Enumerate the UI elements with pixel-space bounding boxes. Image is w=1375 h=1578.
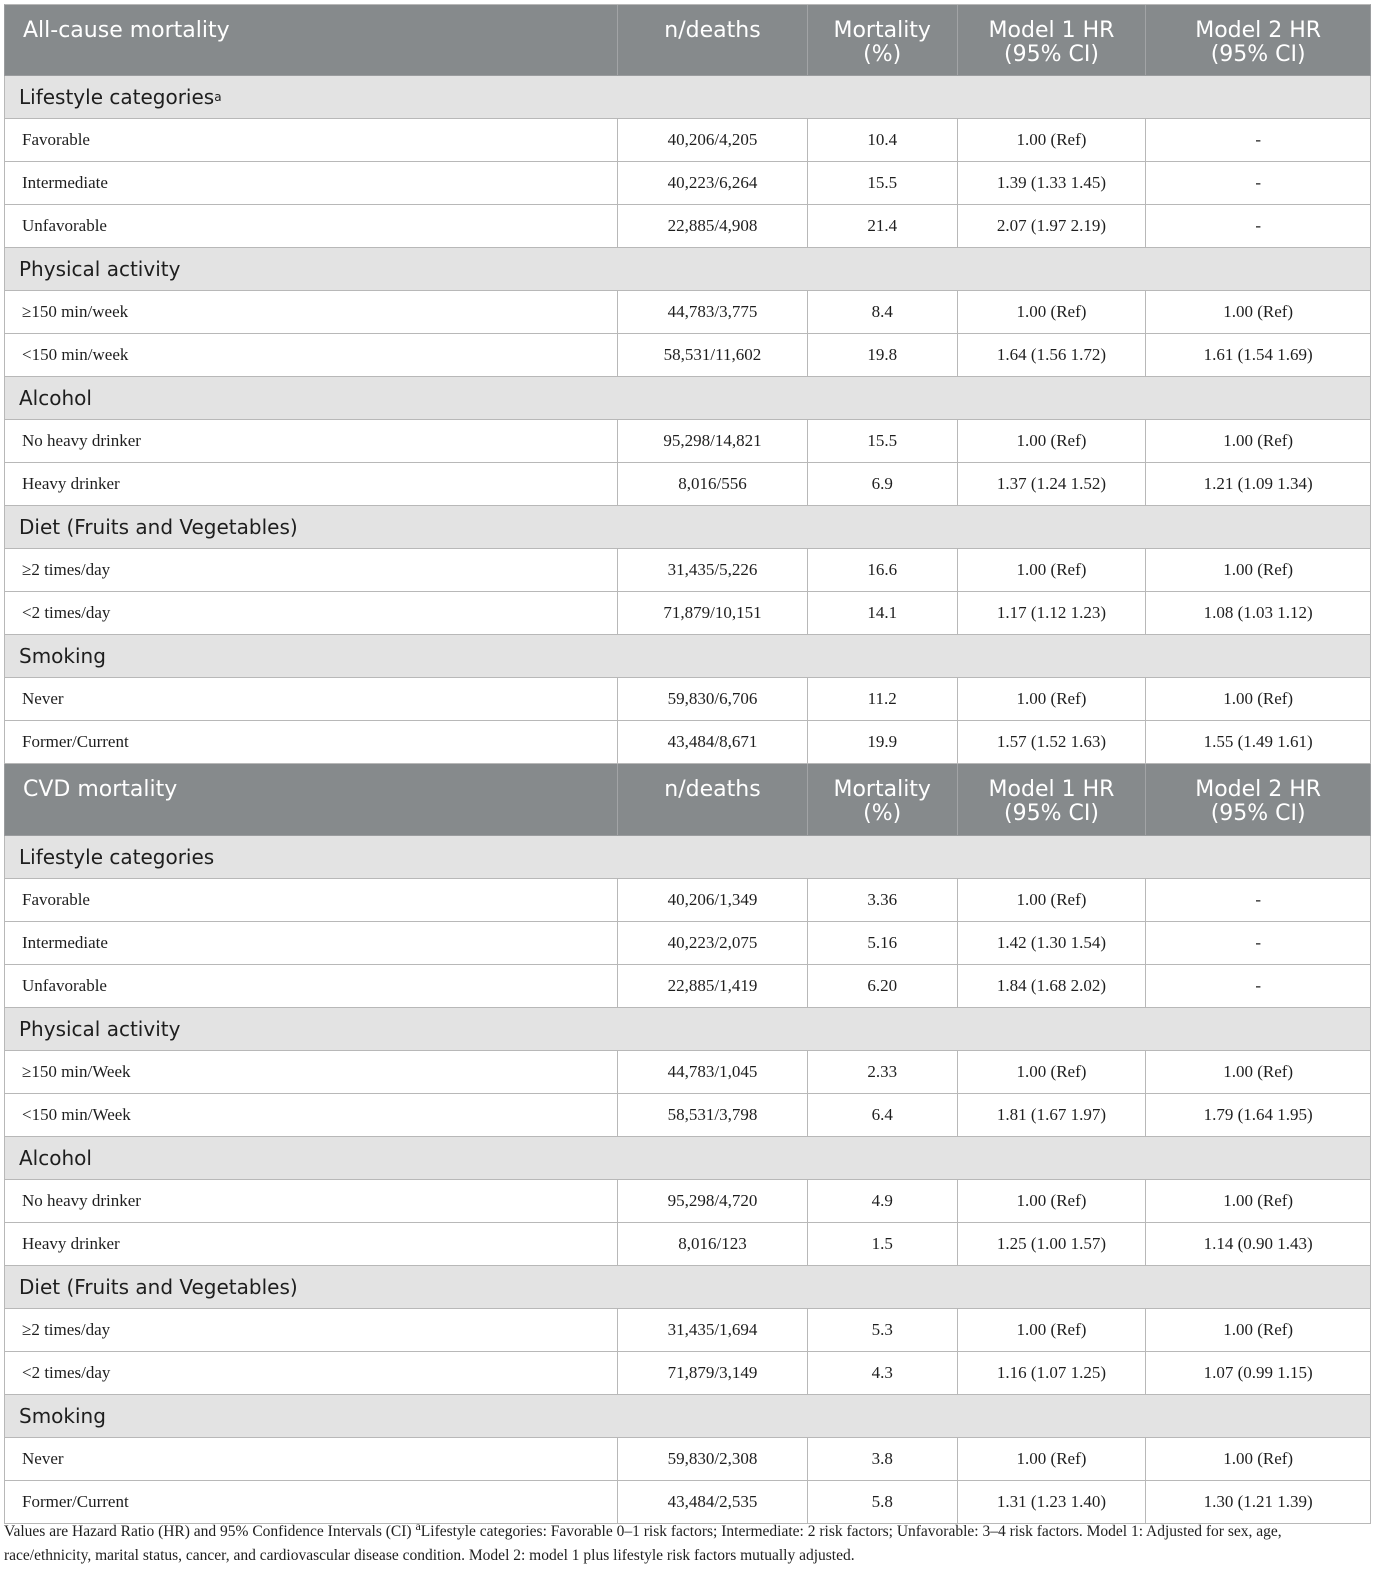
mortality-cell: 5.16: [807, 922, 957, 964]
group-header-row: [4, 1395, 1371, 1438]
group-label: [5, 1395, 1370, 1437]
model2-hr-cell: 1.00 (Ref): [1145, 1438, 1370, 1480]
section-title: All-cause mortality: [23, 18, 230, 43]
column-header: [617, 764, 807, 835]
group-label: [5, 836, 1370, 878]
table-row: [4, 1438, 1371, 1481]
model2-hr-cell: 1.07 (0.99 1.15): [1145, 1352, 1370, 1394]
n-deaths-cell: 43,484/8,671: [617, 721, 807, 763]
mortality-cell: 8.4: [807, 291, 957, 333]
row-label: Former/Current: [22, 732, 129, 751]
results-table: [4, 4, 1371, 1524]
mortality-cell: 6.20: [807, 965, 957, 1007]
model2-hr-cell: 1.61 (1.54 1.69): [1145, 334, 1370, 376]
group-label-text: Alcohol: [19, 386, 92, 410]
model2-hr-cell: -: [1145, 922, 1370, 964]
model2-hr-cell: -: [1145, 205, 1370, 247]
mortality-cell: 4.9: [807, 1180, 957, 1222]
mortality-cell: 16.6: [807, 549, 957, 591]
model2-hr-cell: -: [1145, 119, 1370, 161]
mortality-cell: 19.8: [807, 334, 957, 376]
model2-hr-cell: 1.00 (Ref): [1145, 291, 1370, 333]
model1-hr-cell: 1.42 (1.30 1.54): [957, 922, 1146, 964]
row-label: Heavy drinker: [22, 1234, 120, 1253]
column-header-label: Model 1 HR (95% CI): [988, 777, 1115, 826]
mortality-cell: 15.5: [807, 420, 957, 462]
group-label-text: Diet (Fruits and Vegetables): [19, 515, 298, 539]
section-title: CVD mortality: [23, 777, 178, 802]
mortality-cell: 3.8: [807, 1438, 957, 1480]
column-header: [807, 5, 957, 75]
group-label-text: Smoking: [19, 1404, 106, 1428]
column-header: [807, 764, 957, 835]
table-row: [4, 922, 1371, 965]
group-label-text: Alcohol: [19, 1146, 92, 1170]
group-label: [5, 506, 1370, 548]
footnote-text: Lifestyle categories: Favorable 0–1 risk factors; Intermediate: 2 risk factors; Unfavorable: 3–4 risk factors. Model 1: Adjusted for sex, age, race/ethnicity, marital status, cancer, and cardiovascular disease condition. Model 2: model 1 plus lifestyle risk factors mutually adjusted.: [4, 1523, 1282, 1564]
row-label: ≥150 min/week: [22, 302, 129, 321]
column-header-label: n/deaths: [664, 777, 761, 802]
group-label: Lifestyle categories a: [19, 85, 222, 109]
mortality-cell: 3.36: [807, 879, 957, 921]
model2-hr-cell: 1.00 (Ref): [1145, 1051, 1370, 1093]
row-label: <150 min/week: [22, 345, 129, 364]
model2-hr-cell: 1.00 (Ref): [1145, 678, 1370, 720]
model1-hr-cell: 1.25 (1.00 1.57): [957, 1223, 1146, 1265]
n-deaths-cell: 95,298/4,720: [617, 1180, 807, 1222]
model1-hr-cell: 1.00 (Ref): [957, 1438, 1146, 1480]
column-header: [957, 5, 1146, 75]
column-header-label: Mortality (%): [833, 777, 931, 826]
column-header-label: Model 1 HR (95% CI): [988, 18, 1115, 67]
table-row: [4, 592, 1371, 635]
row-label: Former/Current: [22, 1492, 129, 1511]
group-header-row: [4, 1008, 1371, 1051]
group-label: [5, 635, 1370, 677]
row-label: Favorable: [22, 130, 90, 149]
model1-hr-cell: 1.31 (1.23 1.40): [957, 1481, 1146, 1523]
group-header-row: [4, 1266, 1371, 1309]
n-deaths-cell: 8,016/123: [617, 1223, 807, 1265]
mortality-cell: 10.4: [807, 119, 957, 161]
row-label: Heavy drinker: [22, 474, 120, 493]
mortality-cell: 14.1: [807, 592, 957, 634]
group-label-text: Lifestyle categories: [19, 85, 215, 109]
n-deaths-cell: 59,830/2,308: [617, 1438, 807, 1480]
group-header-row: [4, 506, 1371, 549]
mortality-cell: 4.3: [807, 1352, 957, 1394]
n-deaths-cell: 95,298/14,821: [617, 420, 807, 462]
table-footnote: [4, 1520, 1370, 1568]
mortality-cell: 1.5: [807, 1223, 957, 1265]
model1-hr-cell: 1.17 (1.12 1.23): [957, 592, 1146, 634]
section-header-row: [4, 4, 1371, 76]
group-header-row: [4, 248, 1371, 291]
table-row: [4, 420, 1371, 463]
model2-hr-cell: 1.30 (1.21 1.39): [1145, 1481, 1370, 1523]
model2-hr-cell: 1.00 (Ref): [1145, 420, 1370, 462]
table-row: [4, 162, 1371, 205]
row-label: ≥150 min/Week: [22, 1062, 131, 1081]
group-label: [5, 1137, 1370, 1179]
n-deaths-cell: 31,435/1,694: [617, 1309, 807, 1351]
row-label: <2 times/day: [22, 603, 111, 622]
mortality-cell: 6.9: [807, 463, 957, 505]
n-deaths-cell: 44,783/3,775: [617, 291, 807, 333]
column-header: [1145, 764, 1370, 835]
model1-hr-cell: 2.07 (1.97 2.19): [957, 205, 1146, 247]
model2-hr-cell: -: [1145, 162, 1370, 204]
model1-hr-cell: 1.37 (1.24 1.52): [957, 463, 1146, 505]
table-row: [4, 721, 1371, 764]
row-label: <150 min/Week: [22, 1105, 131, 1124]
footnote-intro: Values are Hazard Ratio (HR) and 95% Confidence Intervals (CI): [4, 1523, 416, 1540]
row-label: Intermediate: [22, 933, 108, 952]
table-row: [4, 1309, 1371, 1352]
table-row: [4, 965, 1371, 1008]
table-row: [4, 334, 1371, 377]
model1-hr-cell: 1.64 (1.56 1.72): [957, 334, 1146, 376]
model2-hr-cell: -: [1145, 879, 1370, 921]
mortality-cell: 15.5: [807, 162, 957, 204]
model2-hr-cell: 1.14 (0.90 1.43): [1145, 1223, 1370, 1265]
footnote-superscript: a: [415, 1518, 421, 1533]
n-deaths-cell: 40,206/4,205: [617, 119, 807, 161]
model2-hr-cell: 1.21 (1.09 1.34): [1145, 463, 1370, 505]
mortality-cell: 11.2: [807, 678, 957, 720]
group-label: [5, 248, 1370, 290]
n-deaths-cell: 58,531/3,798: [617, 1094, 807, 1136]
table-row: [4, 1223, 1371, 1266]
group-header-row: [4, 377, 1371, 420]
mortality-cell: 21.4: [807, 205, 957, 247]
model2-hr-cell: 1.00 (Ref): [1145, 549, 1370, 591]
table-row: [4, 205, 1371, 248]
column-header: [617, 5, 807, 75]
table-row: [4, 1094, 1371, 1137]
model2-hr-cell: 1.55 (1.49 1.61): [1145, 721, 1370, 763]
group-header-row: [4, 635, 1371, 678]
table-row: [4, 1051, 1371, 1094]
n-deaths-cell: 71,879/3,149: [617, 1352, 807, 1394]
group-label-text: Lifestyle categories: [19, 845, 215, 869]
row-label: Unfavorable: [22, 976, 107, 995]
mortality-cell: 5.8: [807, 1481, 957, 1523]
n-deaths-cell: 40,223/6,264: [617, 162, 807, 204]
model1-hr-cell: 1.16 (1.07 1.25): [957, 1352, 1146, 1394]
model1-hr-cell: 1.00 (Ref): [957, 119, 1146, 161]
model1-hr-cell: 1.57 (1.52 1.63): [957, 721, 1146, 763]
group-header-row: [4, 836, 1371, 879]
n-deaths-cell: 31,435/5,226: [617, 549, 807, 591]
model2-hr-cell: 1.00 (Ref): [1145, 1180, 1370, 1222]
group-header-row: [4, 76, 1371, 119]
table-row: [4, 549, 1371, 592]
model1-hr-cell: 1.00 (Ref): [957, 420, 1146, 462]
row-label: Unfavorable: [22, 216, 107, 235]
group-header-row: [4, 1137, 1371, 1180]
row-label: ≥2 times/day: [22, 1320, 111, 1339]
n-deaths-cell: 22,885/1,419: [617, 965, 807, 1007]
model1-hr-cell: 1.00 (Ref): [957, 678, 1146, 720]
model1-hr-cell: 1.00 (Ref): [957, 879, 1146, 921]
n-deaths-cell: 22,885/4,908: [617, 205, 807, 247]
model1-hr-cell: 1.81 (1.67 1.97): [957, 1094, 1146, 1136]
table-row: [4, 291, 1371, 334]
row-label: ≥2 times/day: [22, 560, 111, 579]
section-header-row: [4, 764, 1371, 836]
row-label: Never: [22, 689, 64, 708]
row-label: No heavy drinker: [22, 431, 141, 450]
column-header-label: Model 2 HR (95% CI): [1195, 777, 1322, 826]
group-label: [5, 1266, 1370, 1308]
model2-hr-cell: 1.79 (1.64 1.95): [1145, 1094, 1370, 1136]
row-label: No heavy drinker: [22, 1191, 141, 1210]
model1-hr-cell: 1.00 (Ref): [957, 1309, 1146, 1351]
table-row: [4, 1481, 1371, 1524]
model2-hr-cell: 1.00 (Ref): [1145, 1309, 1370, 1351]
table-row: [4, 1180, 1371, 1223]
model1-hr-cell: 1.84 (1.68 2.02): [957, 965, 1146, 1007]
row-label: <2 times/day: [22, 1363, 111, 1382]
group-label-text: Physical activity: [19, 257, 181, 281]
row-label: Favorable: [22, 890, 90, 909]
mortality-cell: 6.4: [807, 1094, 957, 1136]
column-header-label: Mortality (%): [833, 18, 931, 67]
table-row: [4, 879, 1371, 922]
column-header-label: n/deaths: [664, 18, 761, 43]
model1-hr-cell: 1.00 (Ref): [957, 1180, 1146, 1222]
row-label: Intermediate: [22, 173, 108, 192]
model2-hr-cell: -: [1145, 965, 1370, 1007]
model1-hr-cell: 1.00 (Ref): [957, 1051, 1146, 1093]
mortality-cell: 19.9: [807, 721, 957, 763]
n-deaths-cell: 59,830/6,706: [617, 678, 807, 720]
n-deaths-cell: 40,223/2,075: [617, 922, 807, 964]
model1-hr-cell: 1.39 (1.33 1.45): [957, 162, 1146, 204]
table-row: [4, 1352, 1371, 1395]
n-deaths-cell: 44,783/1,045: [617, 1051, 807, 1093]
model1-hr-cell: 1.00 (Ref): [957, 549, 1146, 591]
column-header-label: Model 2 HR (95% CI): [1195, 18, 1322, 67]
column-header: [957, 764, 1146, 835]
column-header: [1145, 5, 1370, 75]
group-label: [5, 1008, 1370, 1050]
group-label-text: Smoking: [19, 644, 106, 668]
n-deaths-cell: 71,879/10,151: [617, 592, 807, 634]
group-label-text: Diet (Fruits and Vegetables): [19, 1275, 298, 1299]
table-row: [4, 463, 1371, 506]
table-row: [4, 678, 1371, 721]
n-deaths-cell: 58,531/11,602: [617, 334, 807, 376]
n-deaths-cell: 8,016/556: [617, 463, 807, 505]
mortality-cell: 5.3: [807, 1309, 957, 1351]
group-label-text: Physical activity: [19, 1017, 181, 1041]
group-label: [5, 377, 1370, 419]
mortality-cell: 2.33: [807, 1051, 957, 1093]
table-row: [4, 119, 1371, 162]
row-label: Never: [22, 1449, 64, 1468]
model2-hr-cell: 1.08 (1.03 1.12): [1145, 592, 1370, 634]
n-deaths-cell: 43,484/2,535: [617, 1481, 807, 1523]
n-deaths-cell: 40,206/1,349: [617, 879, 807, 921]
model1-hr-cell: 1.00 (Ref): [957, 291, 1146, 333]
